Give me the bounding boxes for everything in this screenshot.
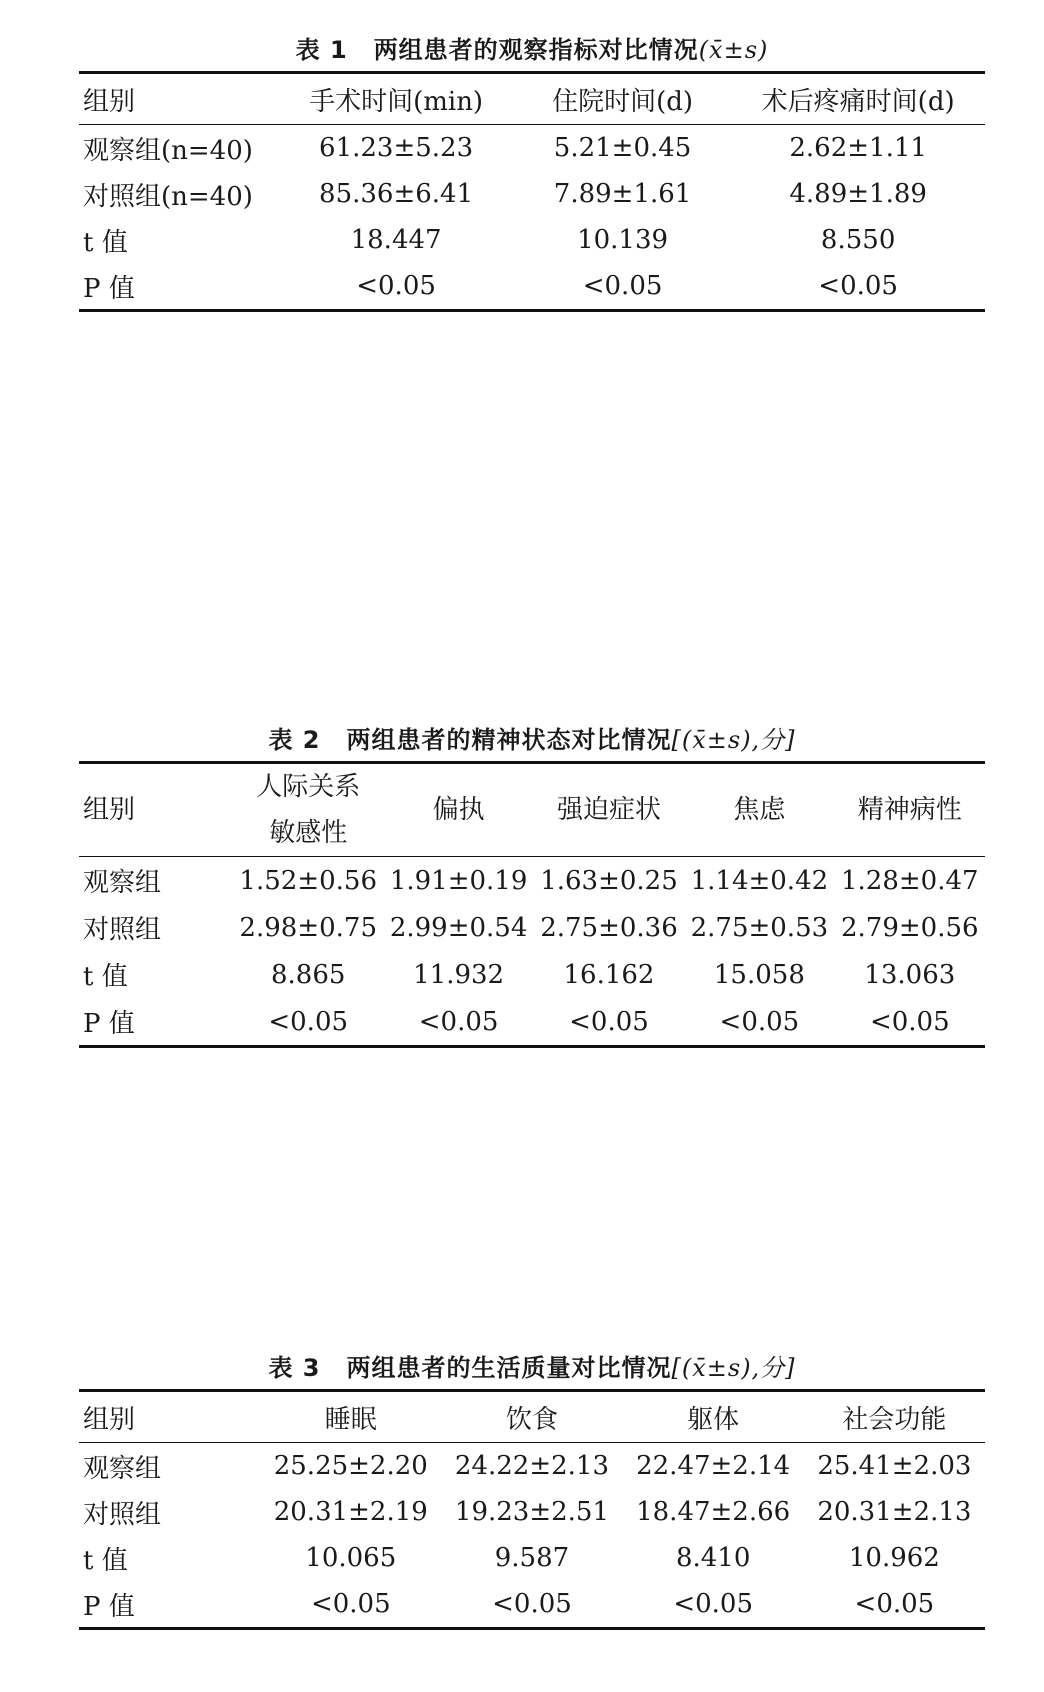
table-cell: 16.162 (563, 959, 655, 990)
table-cell: <0.05 (719, 1006, 800, 1037)
table3-unit: [(x̄±s),分] (671, 1354, 796, 1382)
table-row (79, 125, 985, 172)
table3-header-body: 躯体 (687, 1404, 740, 1435)
row-label: 观察组 (83, 1453, 162, 1484)
table-row (79, 951, 985, 998)
table-cell: 1.52±0.56 (239, 865, 377, 896)
table-cell: <0.05 (869, 1006, 950, 1037)
table2-header-psychoticism: 精神病性 (857, 795, 962, 825)
table1-header-surgery-time: 手术时间(min) (309, 86, 484, 117)
row-label: 对照组(n=40) (83, 181, 253, 212)
table-cell: 20.31±2.13 (817, 1497, 972, 1527)
table2-header-obsessive: 强迫症状 (556, 795, 661, 825)
table1-title: 两组患者的观察指标对比情况 (373, 36, 699, 64)
table-cell: 15.058 (713, 959, 805, 990)
table-cell: <0.05 (418, 1006, 499, 1037)
table3-header-row (79, 1391, 985, 1443)
table-cell: 1.14±0.42 (690, 865, 829, 896)
table2-unit: [(x̄±s),分] (671, 726, 796, 754)
table-cell: 11.932 (413, 959, 505, 990)
table-cell: 22.47±2.14 (636, 1451, 791, 1481)
table-cell: 85.36±6.41 (319, 179, 474, 209)
table2-number: 表 2 (268, 726, 321, 754)
table-row (79, 857, 985, 905)
table-cell: <0.05 (310, 1589, 391, 1619)
table-cell: <0.05 (854, 1589, 935, 1619)
table-cell: 7.89±1.61 (553, 179, 692, 209)
table-cell: 13.063 (864, 959, 956, 990)
table-cell: 18.47±2.66 (636, 1497, 791, 1527)
row-label: 观察组 (83, 868, 162, 898)
table-cell: 20.31±2.19 (273, 1497, 428, 1527)
table2-block (79, 720, 985, 1048)
table-cell: 61.23±5.23 (319, 133, 474, 163)
table2-header-group: 组别 (83, 795, 136, 825)
table2-caption (79, 720, 985, 755)
table1-unit: (x̄±s) (698, 36, 769, 64)
table1-caption (79, 30, 985, 65)
table2-header-anxiety: 焦虑 (733, 795, 786, 825)
table-cell: 2.99±0.54 (389, 912, 528, 943)
table1-header-group: 组别 (83, 86, 136, 117)
table-row (79, 217, 985, 263)
table-cell: 1.28±0.47 (841, 865, 979, 896)
table2 (79, 761, 985, 1048)
row-label: P 值 (83, 1591, 135, 1622)
table-cell: 8.550 (820, 225, 896, 255)
row-label: 对照组 (83, 915, 162, 945)
table2-header-row (79, 763, 985, 857)
table3-header-social-function: 社会功能 (842, 1404, 947, 1435)
table-cell: 2.75±0.53 (690, 912, 829, 943)
table-row (79, 263, 985, 311)
table2-header-paranoia: 偏执 (432, 795, 485, 825)
table1-header-pain-time: 术后疼痛时间(d) (761, 86, 955, 117)
row-label: P 值 (83, 273, 135, 304)
table-cell: 2.75±0.36 (540, 912, 678, 943)
table-row (79, 1489, 985, 1535)
table3 (79, 1389, 985, 1630)
table-cell: <0.05 (356, 271, 436, 301)
table-cell: <0.05 (818, 271, 898, 301)
table-cell: 18.447 (350, 225, 442, 255)
table-row (79, 171, 985, 217)
table-cell: 5.21±0.45 (553, 133, 692, 163)
table3-number: 表 3 (268, 1354, 321, 1382)
row-label: t 值 (83, 227, 128, 258)
table-cell: <0.05 (569, 1006, 649, 1037)
row-label: t 值 (83, 962, 128, 992)
table3-block (79, 1348, 985, 1630)
table-row (79, 1443, 985, 1490)
table3-header-group: 组别 (83, 1404, 136, 1435)
table-cell: 25.41±2.03 (817, 1451, 972, 1481)
row-label: P 值 (83, 1009, 135, 1039)
table2-title: 两组患者的精神状态对比情况 (346, 726, 672, 754)
table-row (79, 1581, 985, 1629)
row-label: t 值 (83, 1545, 128, 1576)
table3-caption (79, 1348, 985, 1383)
table-cell: <0.05 (673, 1589, 753, 1619)
table-cell: 2.62±1.11 (789, 133, 927, 163)
table-cell: 25.25±2.20 (273, 1451, 428, 1481)
table-cell: 4.89±1.89 (789, 179, 927, 209)
table-row (79, 1535, 985, 1581)
table1 (79, 71, 985, 312)
table2-header-interpersonal-sensitivity: 人际关系敏感性 (256, 772, 361, 848)
table-cell: 1.91±0.19 (389, 865, 528, 896)
table-cell: <0.05 (582, 271, 663, 301)
table1-header-row (79, 73, 985, 125)
table1-number: 表 1 (295, 36, 348, 64)
table-cell: 8.865 (270, 959, 346, 990)
table1-block (79, 30, 985, 312)
table-cell: 10.065 (305, 1543, 397, 1573)
table-row (79, 904, 985, 951)
table3-header-sleep: 睡眠 (324, 1404, 377, 1435)
table1-header-hospital-stay: 住院时间(d) (552, 86, 694, 117)
table-cell: 10.962 (848, 1543, 940, 1573)
table-cell: <0.05 (492, 1589, 572, 1619)
row-label: 观察组(n=40) (83, 135, 253, 166)
table3-title: 两组患者的生活质量对比情况 (346, 1354, 672, 1382)
table3-header-diet: 饮食 (505, 1404, 558, 1435)
table-cell: <0.05 (268, 1006, 349, 1037)
table-cell: 2.98±0.75 (239, 912, 377, 943)
table-cell: 19.23±2.51 (454, 1497, 610, 1527)
table-cell: 8.410 (675, 1543, 751, 1573)
table-cell: 24.22±2.13 (454, 1451, 610, 1481)
table-row (79, 998, 985, 1047)
row-label: 对照组 (83, 1499, 162, 1530)
table-cell: 1.63±0.25 (540, 865, 678, 896)
table-cell: 2.79±0.56 (841, 912, 979, 943)
table-cell: 9.587 (494, 1543, 570, 1573)
table-cell: 10.139 (577, 225, 669, 255)
